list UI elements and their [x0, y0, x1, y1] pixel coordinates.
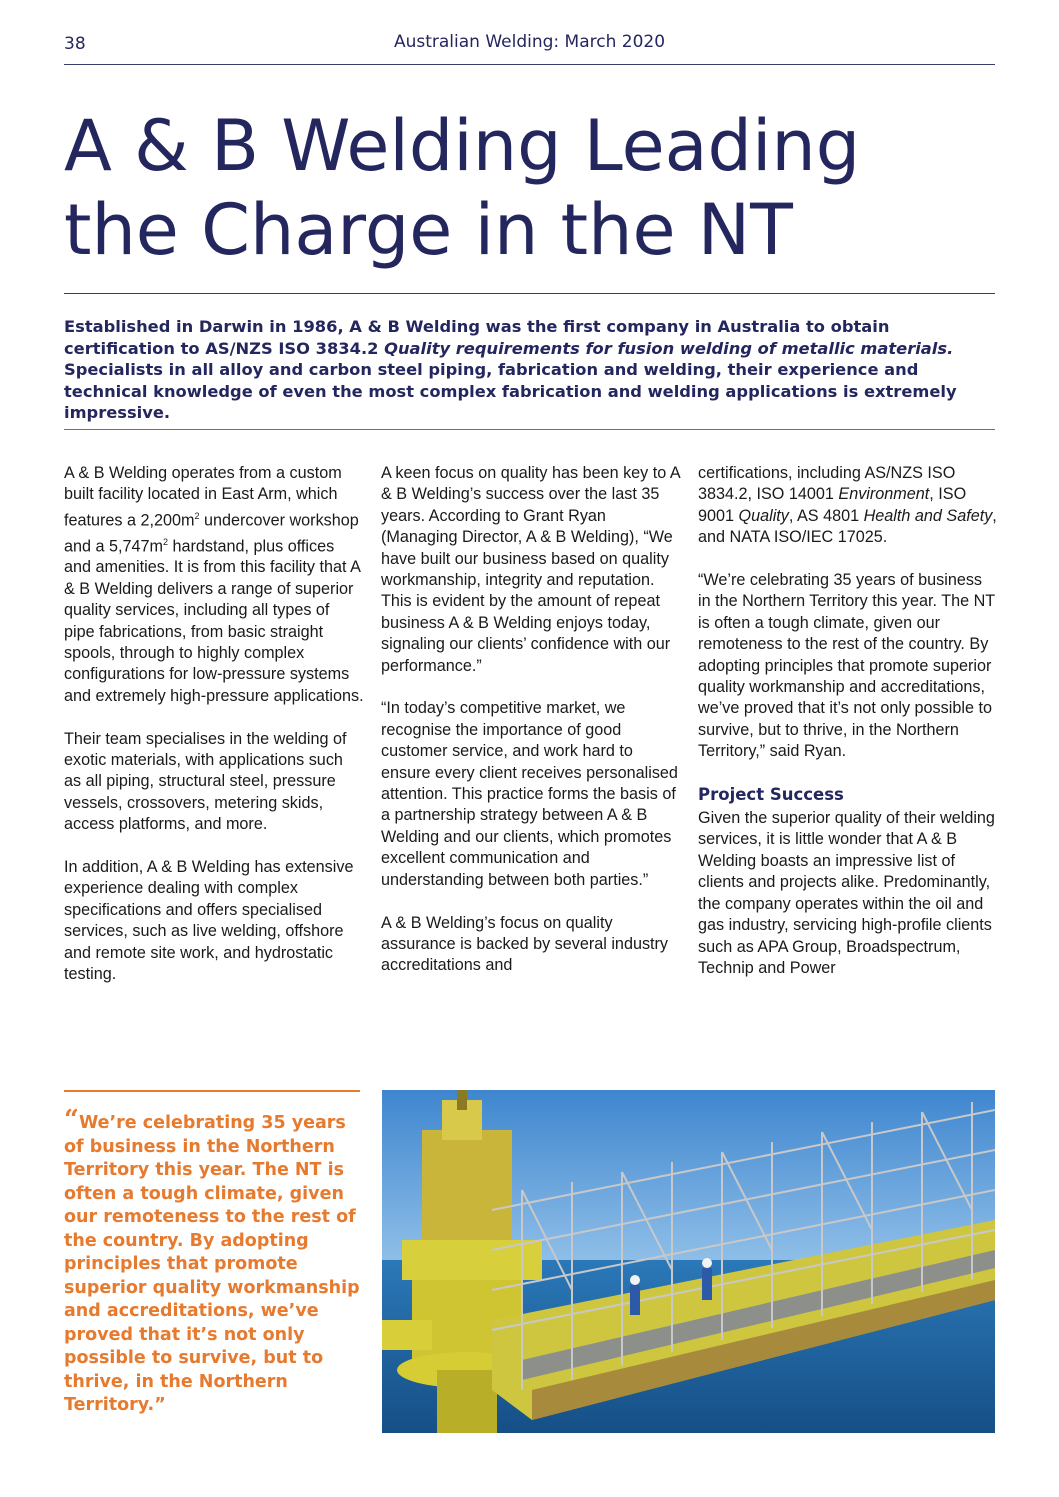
body-column-1	[64, 463, 364, 1007]
publication-title: Australian Welding: March 2020	[393, 32, 666, 52]
pull-quote	[64, 1105, 364, 1418]
col1-p1-text-b: undercover workshop and a 5,747m	[64, 511, 359, 555]
col1-paragraph-2: Their team specialises in the welding of exotic materials, with applications such as all piping, structural steel, pressure vessels, crossovers, metering skids, access platforms, and more.	[64, 729, 347, 834]
col2-paragraph-1: A keen focus on quality has been key to A & B Welding’s success over the last 35 years. According to Grant Ryan (Managing Director, A & B Welding), “We have built our business based on quality workmanship, integrity and reputation. This is evident by the amount of repeat business A & B Welding enjoys today, signaling our clients’ confidence with our performance.”	[381, 464, 680, 675]
col3-paragraph-1	[698, 463, 998, 549]
body-column-2	[381, 463, 681, 998]
col3-paragraph-3: Given the superior quality of their welding services, it is little wonder that A & B Welding boasts an impressive list of clients and projects alike. Predominantly, the company operates within the oil and gas industry, servicing high-profile clients such as APA Group, Broadspectrum, Technip and Power	[698, 809, 995, 977]
article-intro	[64, 316, 1004, 424]
superscript-2: 2	[163, 536, 169, 547]
quote-mark-icon: “	[64, 1105, 79, 1135]
col3-p1-italic-2: Quality	[738, 506, 789, 525]
col2-paragraph-3: A & B Welding’s focus on quality assurance is backed by several industry accreditations and	[381, 913, 669, 975]
col3-p1-text-b: , ISO 9001	[698, 485, 967, 525]
body-column-3	[698, 463, 998, 1001]
platform-illustration	[382, 1090, 995, 1433]
article-headline	[64, 104, 1004, 272]
col2-paragraph-2: “In today’s competitive market, we recognise the importance of good customer service, and work hard to ensure every client receives personalised attention. This practice forms the basis of a partnership strategy between A & B Welding and our clients, which promotes excellent communication and understanding between both parties.”	[381, 699, 678, 889]
headline-divider	[64, 293, 995, 294]
intro-divider	[64, 429, 995, 430]
pull-quote-text: We’re celebrating 35 years of business in the Northern Territory this year. The NT is often a tough climate, given our remoteness to the rest of the country. By adopting principles that promote superior quality workmanship and accreditations, we’ve proved that it’s not only possible to survive, but to thrive, in the Northern Territory.”	[64, 1113, 360, 1415]
intro-text-2: Specialists in all alloy and carbon steel piping, fabrication and welding, their experience and technical knowledge of even the most complex fabrication and welding applications is extremely impressive.	[64, 360, 957, 422]
col3-p1-text-a: certifications, including AS/NZS ISO 3834.2, ISO 14001	[698, 464, 956, 504]
col3-p1-text-c: , AS 4801	[788, 506, 864, 525]
col3-p1-italic-3: Health and Safety	[863, 506, 993, 525]
headline-line-2: the Charge in the NT	[64, 189, 793, 271]
col1-p1-text-c: hardstand, plus offices and amenities. It is from this facility that A & B Welding delivers a range of superior quality services, including all types of pipe fabrications, from basic straight spools, through to highly complex configurations for low-pressure systems and extremely high-pressure applications.	[64, 537, 364, 705]
pull-quote-rule	[64, 1090, 360, 1092]
page-number: 38	[64, 34, 86, 54]
intro-text-1: Established in Darwin in 1986, A & B Welding was the first company in Australia to obtain certification to AS/NZS ISO 3834.2	[64, 317, 890, 358]
section-subheading: Project Success	[698, 785, 844, 805]
col3-paragraph-2: “We’re celebrating 35 years of business in the Northern Territory this year. The NT is often a tough climate, given our remoteness to the rest of the country. By adopting principles that promote superior quality workmanship and accreditations, we’ve proved that it’s not only possible to survive, but to thrive, in the Northern Territory,” said Ryan.	[698, 571, 995, 761]
headline-line-1: A & B Welding Leading	[64, 105, 861, 187]
col1-p1-text-a: A & B Welding operates from a custom built facility located in East Arm, which features a 2,200m	[64, 464, 342, 530]
intro-italic: Quality requirements for fusion welding of metallic materials.	[384, 338, 954, 358]
superscript-2: 2	[194, 510, 200, 521]
offshore-platform-photo	[382, 1090, 995, 1433]
col3-p1-text-d: , and NATA ISO/IEC 17025.	[698, 506, 997, 547]
col1-paragraph-3: In addition, A & B Welding has extensive experience dealing with complex specifications and offers specialised services, such as live welding, offshore and remote site work, and hydrostatic testing.	[64, 858, 354, 984]
page-header	[64, 28, 995, 65]
col1-paragraph-1	[64, 463, 364, 707]
col3-p1-italic-1: Environment	[838, 485, 930, 504]
